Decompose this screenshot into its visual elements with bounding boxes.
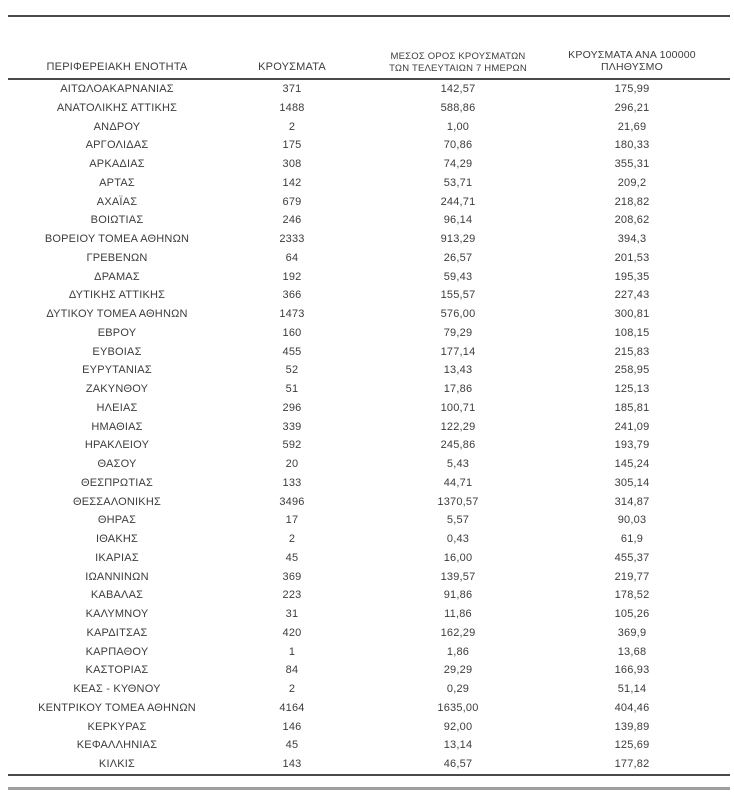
table-row (8, 680, 730, 699)
table-row (8, 99, 730, 118)
region-cell: ΕΥΡΥΤΑΝΙΑΣ (82, 364, 152, 377)
cases-cell: 192 (282, 270, 302, 283)
table-row (8, 230, 730, 249)
avg7-cell: 46,57 (443, 758, 473, 771)
cases-cell: 31 (285, 608, 299, 621)
region-cell: ΑΝΔΡΟΥ (93, 120, 141, 133)
table-row (8, 155, 730, 174)
cases-cell: 1473 (279, 308, 305, 321)
cases-cell: 45 (285, 551, 299, 564)
table-row (8, 342, 730, 361)
column-header-avg7-label: ΜΕΣΟΣ ΟΡΟΣ ΚΡΟΥΣΜΑΤΩΝ ΤΩΝ ΤΕΛΕΥΤΑΙΩΝ 7 ΗΜΕΡΩΝ (389, 51, 527, 74)
per100k-cell: 139,89 (614, 720, 650, 733)
cases-cell: 420 (282, 626, 302, 639)
cases-cell: 160 (282, 326, 302, 339)
table-row (8, 380, 730, 399)
avg7-cell: 155,57 (440, 289, 476, 302)
per100k-cell: 145,24 (614, 458, 650, 471)
cases-cell: 371 (282, 83, 302, 96)
avg7-cell: 13,43 (443, 364, 473, 377)
avg7-cell: 576,00 (440, 308, 476, 321)
avg7-cell: 1370,57 (437, 495, 479, 508)
avg7-cell: 96,14 (443, 214, 473, 227)
table-row (8, 286, 730, 305)
region-cell: ΑΙΤΩΛΟΑΚΑΡΝΑΝΙΑΣ (60, 83, 174, 96)
cases-cell: 146 (282, 720, 302, 733)
per100k-cell: 404,46 (614, 701, 650, 714)
avg7-cell: 59,43 (443, 270, 473, 283)
region-cell: ΒΟΡΕΙΟΥ ΤΟΜΕΑ ΑΘΗΝΩΝ (44, 233, 190, 246)
avg7-cell: 588,86 (440, 101, 476, 114)
region-cell: ΘΕΣΣΑΛΟΝΙΚΗΣ (73, 495, 161, 508)
table-row (8, 136, 730, 155)
cases-cell: 51 (285, 383, 299, 396)
table-row (8, 699, 730, 718)
table-row (8, 755, 730, 774)
table-row (8, 324, 730, 343)
table-row (8, 305, 730, 324)
column-header-cases (226, 61, 358, 74)
region-cell: ΚΙΛΚΙΣ (98, 758, 136, 771)
table-row (8, 511, 730, 530)
avg7-cell: 139,57 (440, 570, 476, 583)
per100k-cell: 13,68 (617, 645, 647, 658)
column-header-per100k-label: ΚΡΟΥΣΜΑΤΑ ΑΝΑ 100000 ΠΛΗΘΥΣΜΟ (568, 49, 696, 74)
cases-cell: 175 (282, 139, 302, 152)
avg7-cell: 11,86 (444, 608, 472, 621)
cases-cell: 133 (282, 476, 302, 489)
cases-cell: 84 (285, 664, 299, 677)
cases-cell: 2333 (279, 233, 305, 246)
per100k-cell: 258,95 (614, 364, 650, 377)
cases-cell: 1488 (279, 101, 305, 114)
per100k-cell: 300,81 (614, 308, 650, 321)
cases-cell: 455 (282, 345, 302, 358)
per100k-cell: 166,93 (614, 664, 650, 677)
avg7-cell: 913,29 (440, 233, 476, 246)
avg7-cell: 70,86 (443, 139, 473, 152)
table-row (8, 549, 730, 568)
avg7-cell: 44,71 (443, 476, 473, 489)
cases-cell: 339 (282, 420, 302, 433)
table-row (8, 624, 730, 643)
table-row (8, 249, 730, 268)
per100k-cell: 241,09 (614, 420, 650, 433)
per100k-cell: 177,82 (614, 758, 650, 771)
table-row (8, 717, 730, 736)
avg7-cell: 245,86 (440, 439, 476, 452)
per100k-cell: 21,69 (617, 120, 647, 133)
avg7-cell: 91,86 (443, 589, 473, 602)
region-cell: ΑΝΑΤΟΛΙΚΗΣ ΑΤΤΙΚΗΣ (56, 101, 178, 114)
region-cell: ΚΕΝΤΡΙΚΟΥ ΤΟΜΕΑ ΑΘΗΝΩΝ (38, 701, 196, 714)
avg7-cell: 74,29 (443, 158, 473, 171)
table-row (8, 567, 730, 586)
cases-cell: 296 (282, 401, 302, 414)
per100k-cell: 125,13 (614, 383, 650, 396)
per100k-cell: 90,03 (617, 514, 647, 527)
avg7-cell: 5,57 (446, 514, 470, 527)
bottom-divider (8, 787, 730, 790)
cases-cell: 143 (282, 758, 302, 771)
avg7-cell: 0,29 (446, 683, 470, 696)
table-header-row (8, 17, 730, 80)
region-cell: ΒΟΙΩΤΙΑΣ (90, 214, 144, 227)
region-cell: ΖΑΚΥΝΘΟΥ (85, 383, 149, 396)
avg7-cell: 16,00 (443, 551, 473, 564)
region-cell: ΕΒΡΟΥ (97, 326, 137, 339)
avg7-cell: 5,43 (446, 458, 470, 471)
table-row (8, 192, 730, 211)
cases-cell: 369 (282, 570, 302, 583)
avg7-cell: 26,57 (443, 251, 473, 264)
avg7-cell: 122,29 (440, 420, 476, 433)
per100k-cell: 105,26 (614, 608, 650, 621)
cases-cell: 2 (288, 683, 296, 696)
region-cell: ΑΡΓΟΛΙΔΑΣ (85, 139, 149, 152)
cases-cell: 308 (282, 158, 302, 171)
cases-cell: 45 (285, 739, 299, 752)
cases-cell: 679 (282, 195, 302, 208)
region-cell: ΑΧΑΪΑΣ (96, 195, 138, 208)
cases-cell: 592 (282, 439, 302, 452)
cases-cell: 20 (285, 458, 299, 471)
column-header-avg7 (358, 51, 558, 73)
region-cell: ΘΕΣΠΡΩΤΙΑΣ (80, 476, 154, 489)
cases-cell: 1 (288, 645, 296, 658)
per100k-cell: 215,83 (614, 345, 650, 358)
table-body (8, 80, 730, 776)
avg7-cell: 13,14 (443, 739, 473, 752)
avg7-cell: 79,29 (443, 326, 473, 339)
avg7-cell: 53,71 (443, 176, 473, 189)
avg7-cell: 1,00 (446, 120, 470, 133)
avg7-cell: 244,71 (440, 195, 476, 208)
avg7-cell: 29,29 (443, 664, 473, 677)
region-cell: ΔΥΤΙΚΟΥ ΤΟΜΕΑ ΑΘΗΝΩΝ (46, 308, 188, 321)
region-cell: ΑΡΤΑΣ (99, 176, 135, 189)
table-row (8, 642, 730, 661)
region-cell: ΗΜΑΘΙΑΣ (91, 420, 143, 433)
avg7-cell: 1,86 (446, 645, 470, 658)
per100k-cell: 218,82 (614, 195, 650, 208)
region-cell: ΙΚΑΡΙΑΣ (95, 551, 139, 564)
region-cell: ΚΕΑΣ - ΚΥΘΝΟΥ (73, 683, 161, 696)
region-cell: ΕΥΒΟΙΑΣ (92, 345, 142, 358)
region-cell: ΚΑΡΠΑΘΟΥ (85, 645, 149, 658)
per100k-cell: 178,52 (614, 589, 650, 602)
region-cell: ΑΡΚΑΔΙΑΣ (89, 158, 145, 171)
table-row (8, 174, 730, 193)
region-cell: ΗΡΑΚΛΕΙΟΥ (84, 439, 150, 452)
per100k-cell: 185,81 (614, 401, 650, 414)
column-header-per100k (558, 49, 730, 74)
table-row (8, 436, 730, 455)
per100k-cell: 193,79 (614, 439, 650, 452)
avg7-cell: 162,29 (440, 626, 476, 639)
avg7-cell: 0,43 (446, 533, 470, 546)
region-cell: ΚΕΡΚΥΡΑΣ (87, 720, 147, 733)
region-cell: ΙΘΑΚΗΣ (95, 533, 139, 546)
avg7-cell: 142,57 (440, 83, 476, 96)
cases-cell: 2 (288, 533, 296, 546)
per100k-cell: 180,33 (614, 139, 650, 152)
per100k-cell: 296,21 (614, 101, 650, 114)
cases-cell: 4164 (279, 701, 305, 714)
table-row (8, 492, 730, 511)
per100k-cell: 195,35 (614, 270, 650, 283)
table-row (8, 399, 730, 418)
per100k-cell: 51,14 (617, 683, 647, 696)
per100k-cell: 108,15 (614, 326, 650, 339)
table-row (8, 530, 730, 549)
region-cell: ΓΡΕΒΕΝΩΝ (86, 251, 148, 264)
region-cell: ΘΑΣΟΥ (97, 458, 137, 471)
table-row (8, 736, 730, 755)
cases-cell: 17 (285, 514, 299, 527)
region-cell: ΘΗΡΑΣ (97, 514, 137, 527)
per100k-cell: 394,3 (617, 233, 647, 246)
cases-by-region-table (8, 15, 730, 790)
cases-cell: 223 (282, 589, 302, 602)
per100k-cell: 227,43 (614, 289, 650, 302)
table-row (8, 455, 730, 474)
region-cell: ΚΑΛΥΜΝΟΥ (85, 608, 149, 621)
per100k-cell: 125,69 (614, 739, 650, 752)
table-row (8, 417, 730, 436)
avg7-cell: 177,14 (440, 345, 476, 358)
table-row (8, 267, 730, 286)
column-header-region-label: ΠΕΡΙΦΕΡΕΙΑΚΗ ΕΝΟΤΗΤΑ (46, 60, 188, 73)
region-cell: ΚΑΣΤΟΡΙΑΣ (85, 664, 149, 677)
region-cell: ΗΛΕΙΑΣ (96, 401, 138, 414)
column-header-region (8, 61, 226, 74)
per100k-cell: 355,31 (614, 158, 650, 171)
per100k-cell: 219,77 (614, 570, 650, 583)
table-row (8, 361, 730, 380)
cases-cell: 366 (282, 289, 302, 302)
table-row (8, 474, 730, 493)
region-cell: ΔΡΑΜΑΣ (94, 270, 140, 283)
per100k-cell: 208,62 (614, 214, 650, 227)
region-cell: ΚΑΡΔΙΤΣΑΣ (86, 626, 148, 639)
per100k-cell: 201,53 (614, 251, 650, 264)
per100k-cell: 314,87 (614, 495, 650, 508)
table-row (8, 586, 730, 605)
region-cell: ΚΕΦΑΛΛΗΝΙΑΣ (76, 739, 158, 752)
table-row (8, 211, 730, 230)
avg7-cell: 17,86 (443, 383, 473, 396)
per100k-cell: 175,99 (614, 83, 650, 96)
cases-cell: 64 (285, 251, 299, 264)
region-cell: ΔΥΤΙΚΗΣ ΑΤΤΙΚΗΣ (68, 289, 166, 302)
table-row (8, 605, 730, 624)
per100k-cell: 305,14 (614, 476, 650, 489)
cases-cell: 3496 (279, 495, 305, 508)
cases-cell: 2 (288, 120, 296, 133)
per100k-cell: 455,37 (614, 551, 650, 564)
column-header-cases-label: ΚΡΟΥΣΜΑΤΑ (258, 60, 326, 73)
table-row (8, 80, 730, 99)
table-row (8, 117, 730, 136)
per100k-cell: 61,9 (620, 533, 644, 546)
cases-cell: 142 (282, 176, 302, 189)
per100k-cell: 209,2 (617, 176, 647, 189)
region-cell: ΚΑΒΑΛΑΣ (90, 589, 144, 602)
table-row (8, 661, 730, 680)
avg7-cell: 92,00 (443, 720, 473, 733)
cases-cell: 246 (282, 214, 302, 227)
region-cell: ΙΩΑΝΝΙΝΩΝ (85, 570, 149, 583)
per100k-cell: 369,9 (617, 626, 647, 639)
avg7-cell: 1635,00 (437, 701, 479, 714)
cases-cell: 52 (285, 364, 299, 377)
avg7-cell: 100,71 (440, 401, 476, 414)
